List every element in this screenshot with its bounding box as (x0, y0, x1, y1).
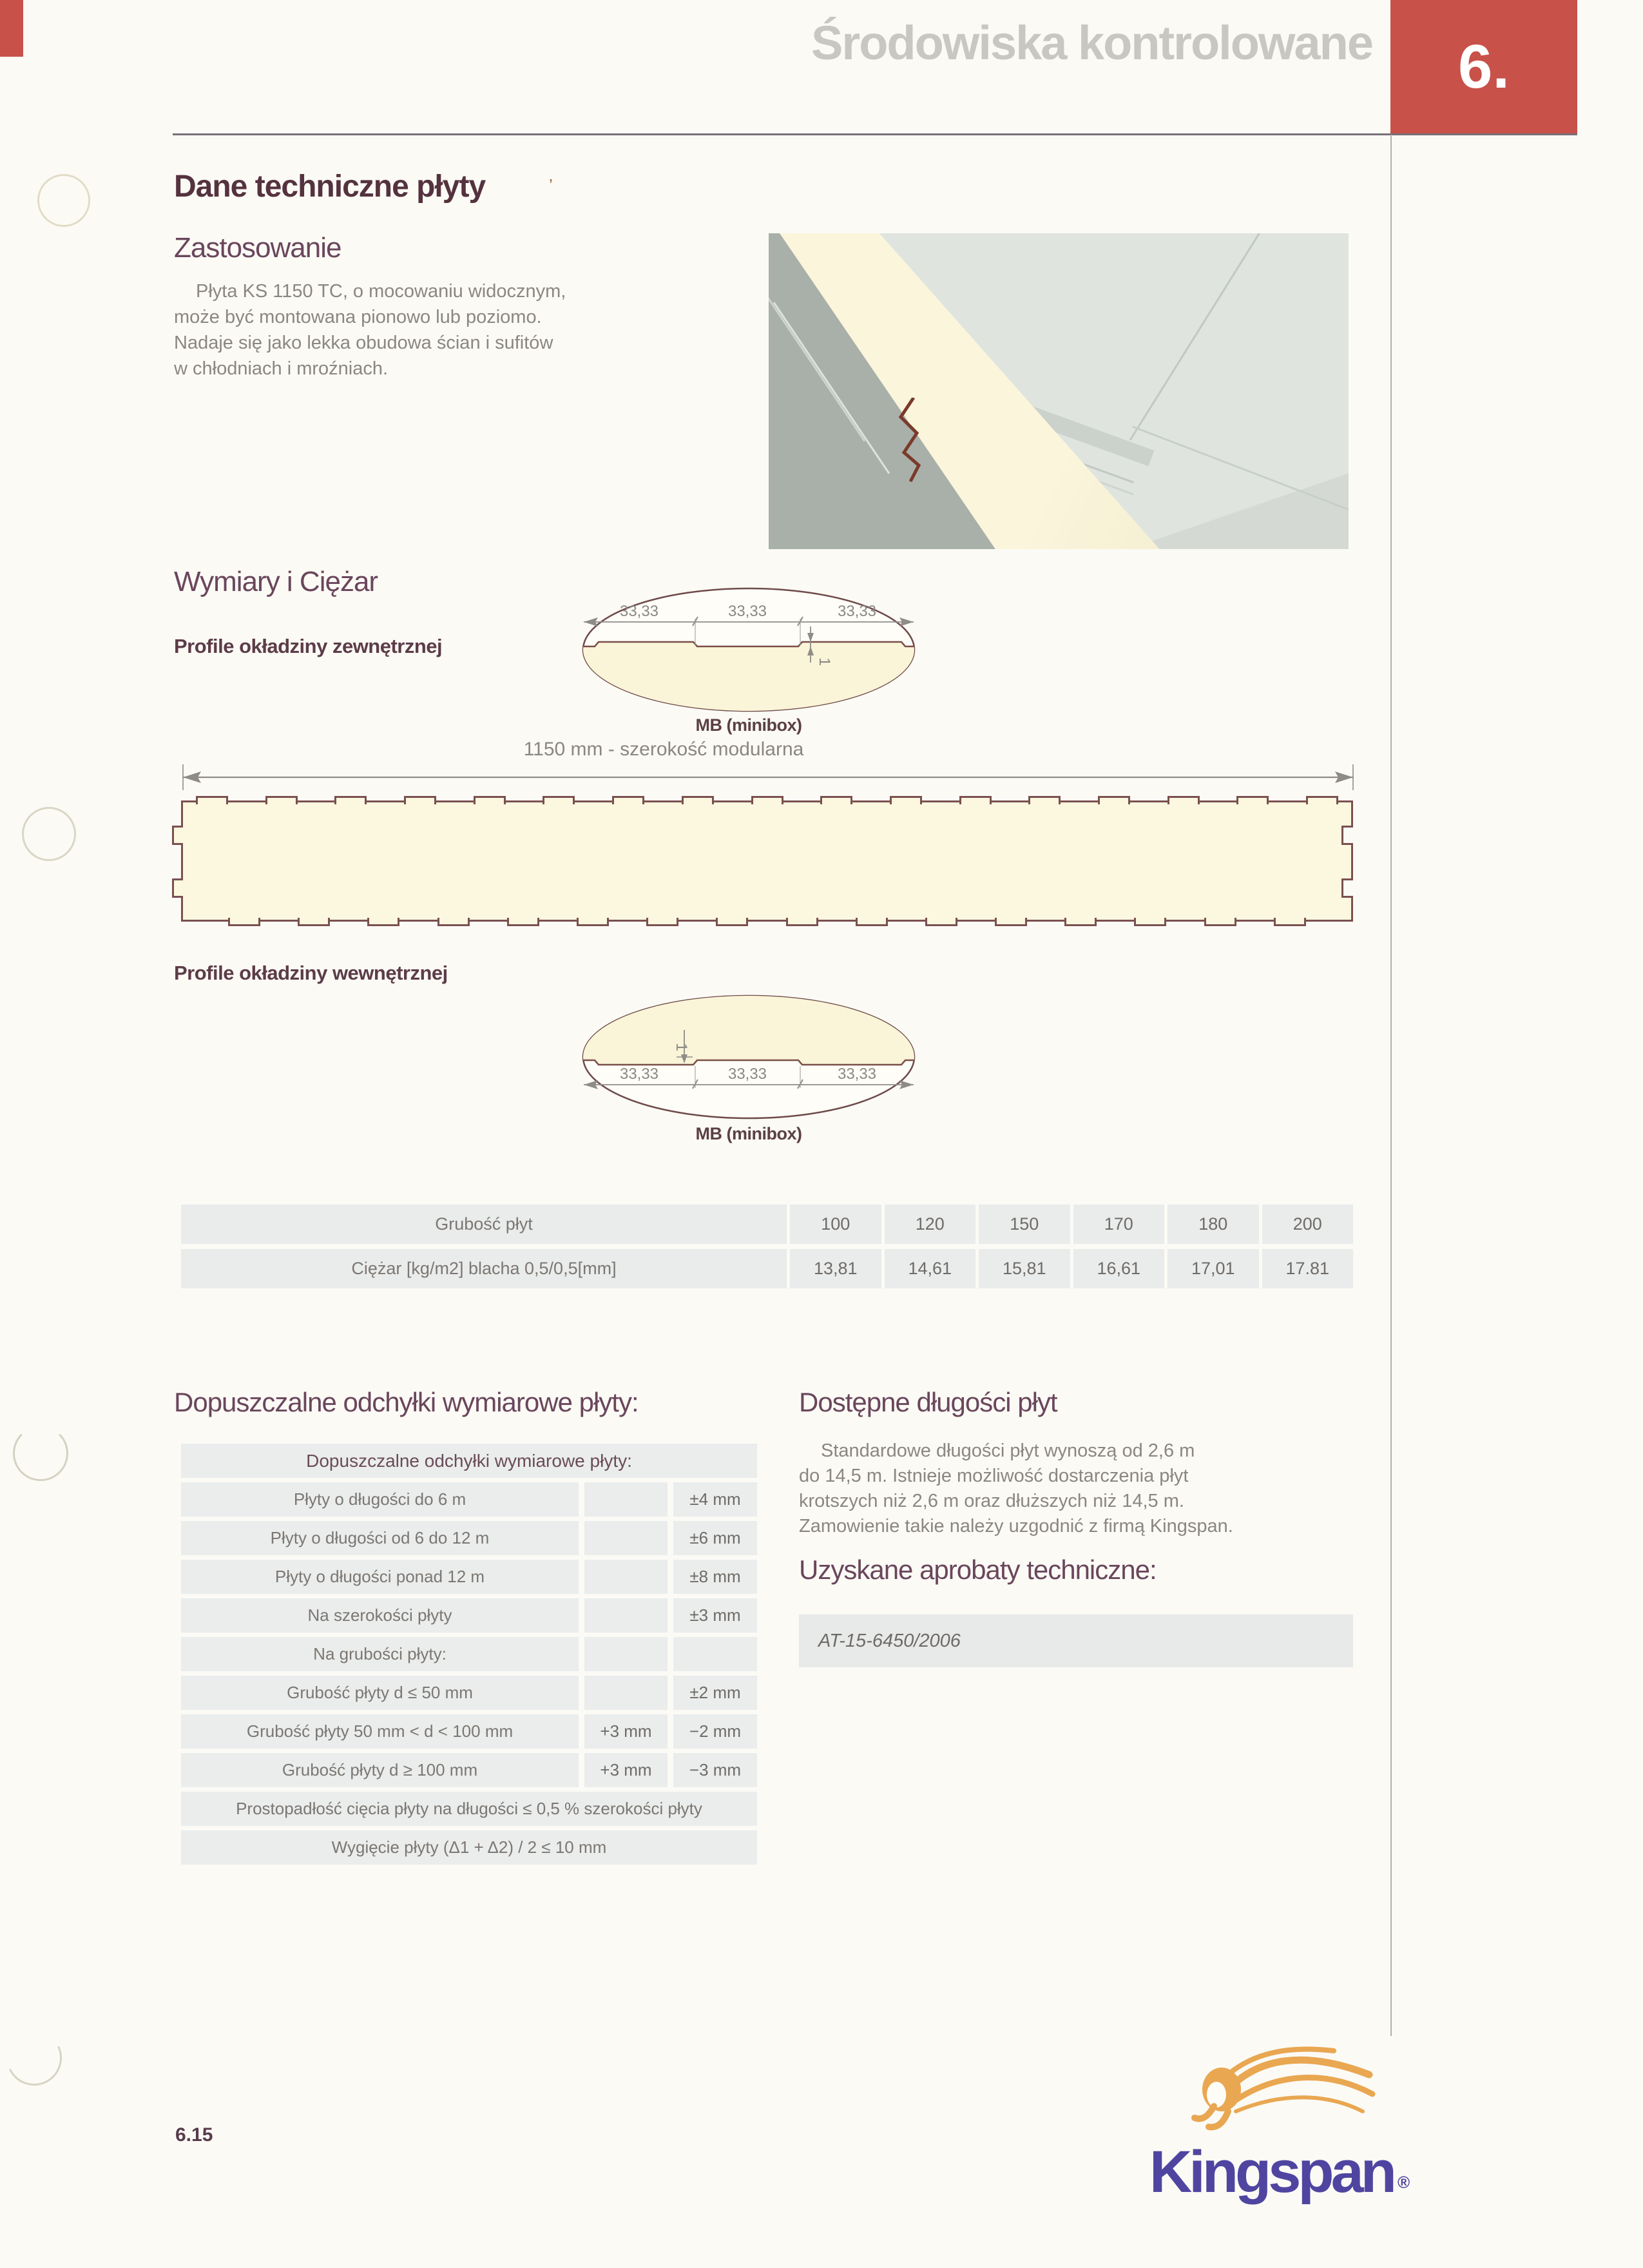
binder-hole (13, 1426, 68, 1481)
outer-profile-caption: MB (minibox) (695, 715, 802, 735)
row-label: Płyty o długości ponad 12 m (181, 1560, 579, 1594)
thickness-table-row (181, 1205, 1353, 1244)
tolerance-row (181, 1598, 757, 1633)
row-mid (584, 1598, 668, 1633)
row-label: Na szerokości płyty (181, 1598, 579, 1633)
tolerances-heading: Dopuszczalne odchyłki wymiarowe płyty: (174, 1387, 639, 1417)
panel-tongue (172, 878, 183, 898)
dim-value: 33,33 (619, 1065, 659, 1083)
row-value (673, 1637, 757, 1671)
panel-groove (1341, 878, 1353, 898)
row-mid (584, 1482, 668, 1517)
depth-value: 1 (673, 1043, 690, 1052)
right-margin-rule (1390, 135, 1392, 2036)
lengths-heading: Dostępne długości płyt (799, 1387, 1057, 1417)
cell-value: 15,81 (979, 1249, 1070, 1288)
outer-profile-label: Profile okładziny zewnętrznej (174, 635, 443, 657)
outer-profile-diagram (580, 585, 918, 714)
row-value: ±4 mm (673, 1482, 757, 1517)
paragraph-line: krotszych niż 2,6 m oraz dłuższych niż 14,5 m. (799, 1491, 1184, 1511)
approval-band (799, 1614, 1353, 1667)
paragraph-line: Nadaje się jako lekka obudowa ścian i sufitów (174, 333, 553, 353)
tolerances-table-header: Dopuszczalne odchyłki wymiarowe płyty: (181, 1444, 757, 1478)
row-value: ±8 mm (673, 1560, 757, 1594)
tolerance-row (181, 1637, 757, 1671)
page-title: Dane techniczne płyty (174, 170, 486, 204)
dim-value: 33,33 (619, 603, 659, 620)
row-label: Grubość płyty d ≥ 100 mm (181, 1753, 579, 1787)
tolerance-row (181, 1521, 757, 1555)
cell-value: 100 (790, 1205, 881, 1244)
paragraph-line: Płyta KS 1150 TC, o mocowaniu widocznym, (196, 281, 566, 302)
modular-width-dimension (179, 761, 1357, 791)
inner-profile-diagram (580, 993, 918, 1121)
tolerance-row (181, 1676, 757, 1710)
kingspan-lion-icon (1179, 2039, 1379, 2142)
paragraph-line: Zamowienie takie należy uzgodnić z firmą Kingspan. (799, 1516, 1233, 1536)
inner-profile-label: Profile okładziny wewnętrznej (174, 962, 448, 984)
brand-name: Kingspan (1149, 2139, 1394, 2205)
panel-core-fill (582, 995, 915, 1065)
panel-top-notches (196, 796, 1338, 804)
cell-value: 14,61 (885, 1249, 976, 1288)
cell-value: 17.81 (1262, 1249, 1354, 1288)
row-label: Grubość płyt (181, 1205, 787, 1244)
cell-value: 180 (1167, 1205, 1259, 1244)
chapter-title: Środowiska kontrolowane (811, 16, 1372, 70)
weight-table-row (181, 1249, 1353, 1288)
row-value: ±6 mm (673, 1521, 757, 1555)
paragraph-line: do 14,5 m. Istnieje możliwość dostarczenia płyt (799, 1466, 1189, 1486)
photo-joint-line (1129, 233, 1261, 441)
chapter-number-badge: 6. (1390, 0, 1577, 133)
cell-value: 17,01 (1167, 1249, 1259, 1288)
tolerance-row (181, 1482, 757, 1517)
page-edge-red-mark (0, 0, 23, 57)
lengths-paragraph (799, 1439, 1366, 1539)
paragraph-line: może być montowana pionowo lub poziomo. (174, 307, 542, 327)
modular-width-label: 1150 mm - szerokość modularna (523, 739, 804, 760)
approval-number: AT-15-6450/2006 (818, 1630, 961, 1651)
header-rule (173, 133, 1577, 135)
print-artifact-mark: ’ (549, 175, 553, 195)
row-mid (584, 1676, 668, 1710)
binder-hole (0, 2022, 70, 2093)
row-value: −2 mm (673, 1714, 757, 1749)
approvals-heading: Uzyskane aprobaty techniczne: (799, 1555, 1157, 1585)
row-label: Płyty o długości do 6 m (181, 1482, 579, 1517)
panel-cross-section (181, 800, 1353, 922)
zastosowanie-paragraph (174, 278, 664, 382)
row-label: Płyty o długości od 6 do 12 m (181, 1521, 579, 1555)
dim-value: 33,33 (837, 1065, 877, 1083)
binder-hole (22, 807, 76, 861)
panel-core-fill (582, 642, 915, 713)
cell-value: 150 (979, 1205, 1070, 1244)
cell-value: 16,61 (1073, 1249, 1165, 1288)
section-zastosowanie-heading: Zastosowanie (174, 232, 341, 264)
row-value: ±2 mm (673, 1676, 757, 1710)
row-label: Grubość płyty d ≤ 50 mm (181, 1676, 579, 1710)
dim-value: 33,33 (837, 603, 877, 620)
panel-groove (1341, 826, 1353, 845)
page-number: 6.15 (175, 2124, 213, 2146)
row-label: Grubość płyty 50 mm < d < 100 mm (181, 1714, 579, 1749)
panel-tongue (172, 826, 183, 845)
kingspan-logo-text (1139, 2138, 1416, 2206)
row-mid: +3 mm (584, 1714, 668, 1749)
cell-value: 200 (1262, 1205, 1354, 1244)
tolerance-row (181, 1753, 757, 1787)
tolerance-row (181, 1714, 757, 1749)
panel-bottom-notches (228, 918, 1306, 926)
depth-value: 1 (816, 657, 833, 666)
row-value: −3 mm (673, 1753, 757, 1787)
paragraph-line: w chłodniach i mroźniach. (174, 358, 389, 379)
panel-photo (769, 233, 1349, 549)
row-label: Ciężar [kg/m2] blacha 0,5/0,5[mm] (181, 1249, 787, 1288)
cell-value: 13,81 (790, 1249, 881, 1288)
row-label: Na grubości płyty: (181, 1637, 579, 1671)
row-value: ±3 mm (673, 1598, 757, 1633)
tolerance-full-row: Wygięcie płyty (Δ1 + Δ2) / 2 ≤ 10 mm (181, 1830, 757, 1865)
photo-panel-crack (894, 398, 933, 485)
photo-joint-line (1132, 426, 1349, 511)
dim-value: 33,33 (727, 603, 767, 620)
row-mid (584, 1521, 668, 1555)
cell-value: 120 (885, 1205, 976, 1244)
tolerance-full-row: Prostopadłość cięcia płyty na długości ≤ 0,5 % szerokości płyty (181, 1792, 757, 1826)
row-mid: +3 mm (584, 1753, 668, 1787)
inner-profile-caption: MB (minibox) (695, 1124, 802, 1143)
section-wymiary-heading: Wymiary i Ciężar (174, 566, 378, 597)
cell-value: 170 (1073, 1205, 1165, 1244)
row-mid (584, 1560, 668, 1594)
paragraph-line: Standardowe długości płyt wynoszą od 2,6 m (821, 1440, 1195, 1461)
tolerance-row (181, 1560, 757, 1594)
dim-value: 33,33 (727, 1065, 767, 1083)
registered-mark-icon: ® (1397, 2173, 1410, 2192)
row-mid (584, 1637, 668, 1671)
binder-hole (37, 174, 90, 227)
